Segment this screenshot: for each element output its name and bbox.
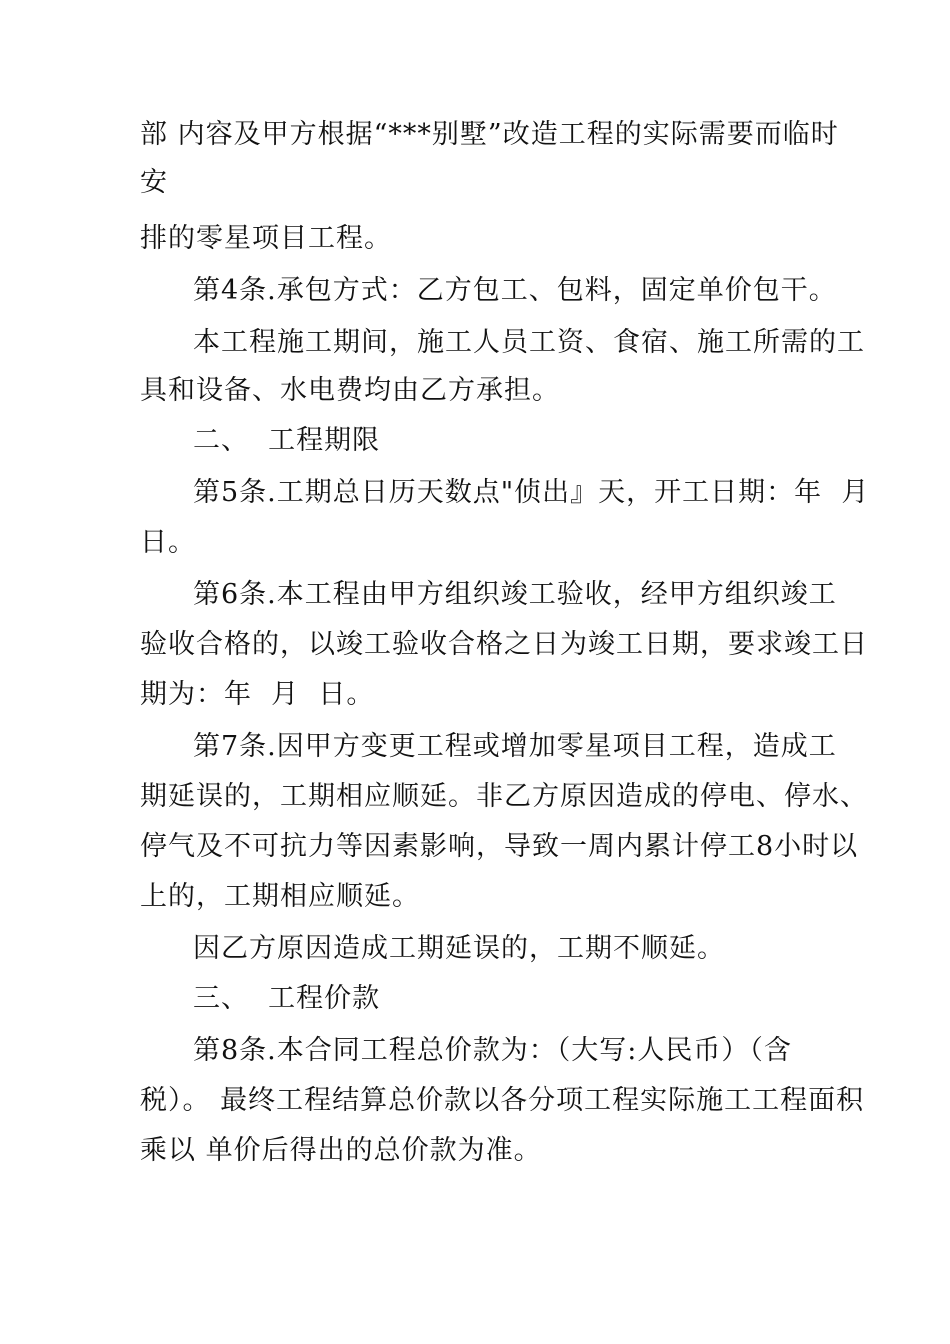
text-line: 第5条.工期总日历天数点"侦出』天，开工日期：年 月 [193,477,870,508]
text-line: 日。 [140,527,196,558]
text-line: 税）。 最终工程结算总价款以各分项工程实际施工工程面积 [140,1085,865,1116]
text-line: 本工程施工期间，施工人员工资、食宿、施工所需的工 [193,327,865,358]
text-line: 部 内容及甲方根据“***别墅”改造工程的实际需要而临时 [140,119,839,150]
text-line: 第4条.承包方式：乙方包工、包料，固定单价包干。 [193,275,837,306]
text-line: 期为：年 月 日。 [140,679,375,710]
text-line: 安 [140,167,168,198]
text-line: 上的，工期相应顺延。 [140,881,420,912]
text-line: 排的零星项目工程。 [140,223,392,254]
text-line: 因乙方原因造成工期延误的，工期不顺延。 [193,933,725,964]
text-line: 第6条.本工程由甲方组织竣工验收，经甲方组织竣工 [193,579,837,610]
text-line: 第7条.因甲方变更工程或增加零星项目工程，造成工 [193,731,837,762]
text-line: 验收合格的，以竣工验收合格之日为竣工日期，要求竣工日 [140,629,868,660]
text-line: 具和设备、水电费均由乙方承担。 [140,375,560,406]
text-line: 期延误的，工期相应顺延。非乙方原因造成的停电、停水、 [140,781,868,812]
text-line: 乘以 单价后得出的总价款为准。 [140,1135,542,1166]
text-line: 停气及不可抗力等因素影响，导致一周内累计停工8小时以 [140,831,859,862]
section-heading: 二、 工程期限 [193,425,381,456]
text-line: 第8条.本合同工程总价款为：（大写:人民币）（含 [193,1035,792,1066]
section-heading: 三、 工程价款 [193,983,381,1014]
